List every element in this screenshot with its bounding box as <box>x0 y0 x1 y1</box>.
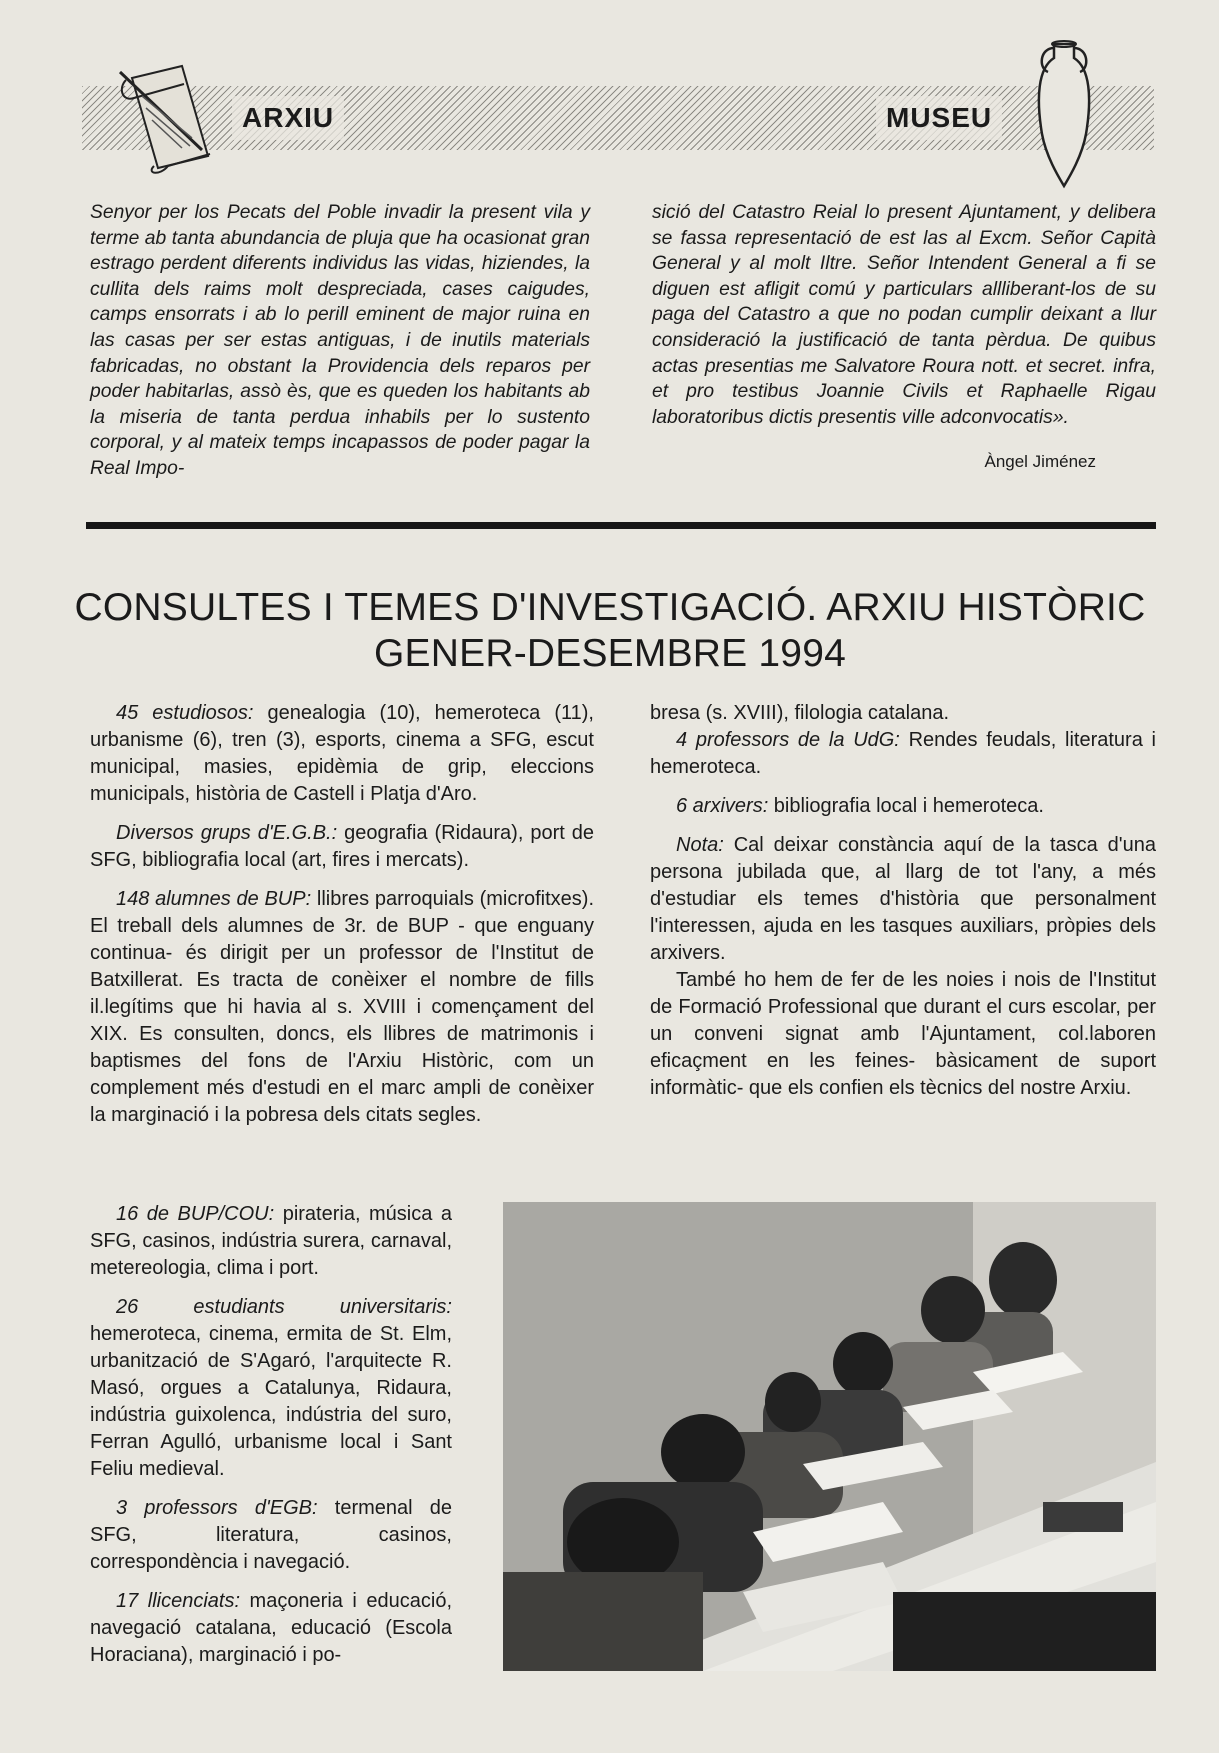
top-article-right-column <box>652 200 1156 430</box>
list-item <box>650 793 1156 820</box>
item-lead: Diversos grups d'E.G.B.: <box>116 822 338 844</box>
item-lead: 16 de BUP/COU: <box>116 1203 275 1225</box>
item-text: llibres parroquials (microfitxes). El treball dels alumnes de 3r. de BUP - que enguany continua- és dirigit per un professor de l'Institut de Batxillerat. Es tracta de conèixer el nombre de fills il.legítims que hi havia al s. XVIII i començament del XIX. Es consulten, doncs, els llibres de matrimonis i baptismes del fons de l'Arxiu Històric, com un complement més d'estudi en el marc ampli de conèixer la marginació i la pobresa dels citats segles. <box>90 888 595 1126</box>
note-paragraph <box>650 832 1156 967</box>
item-lead: 6 arxivers: <box>676 795 769 817</box>
list-item <box>90 1201 452 1282</box>
list-item <box>90 1495 452 1576</box>
top-article-left-column <box>90 200 590 482</box>
item-lead: 45 estudiosos: <box>116 702 254 724</box>
item-text: genealogia (10), hemeroteca (11), urbanisme (6), tren (3), esports, cinema a SFG, escut municipal, masies, epidèmia de grip, eleccions municipals, història de Castell i Platja d'Aro. <box>90 702 594 805</box>
list-item <box>90 700 594 808</box>
left-column-upper <box>90 700 594 1141</box>
list-item <box>650 727 1156 781</box>
item-lead: Nota: <box>676 834 724 856</box>
item-text: maçoneria i educació, navegació catalana, educació (Escola Horaciana), marginació i po- <box>90 1590 452 1666</box>
continuation-text: bresa (s. XVIII), filologia catalana. <box>650 702 950 724</box>
item-lead: 4 professors de la UdG: <box>676 729 900 751</box>
section-divider <box>86 522 1156 529</box>
item-text: bibliografia local i hemeroteca. <box>768 795 1044 817</box>
item-lead: 3 professors d'EGB: <box>116 1497 318 1519</box>
item-lead: 17 llicenciats: <box>116 1590 241 1612</box>
article-author: Àngel Jiménez <box>984 452 1096 471</box>
item-text: pirateria, música a SFG, casinos, indústria surera, carnaval, metereologia, clima i port. <box>90 1203 452 1279</box>
title-line-2: GENER-DESEMBRE 1994 <box>374 632 846 675</box>
item-text: termenal de SFG, literatura, casinos, correspondència i navegació. <box>90 1497 453 1573</box>
top-article-right-text: sició del Catastro Reial lo present Ajuntament, y delibera se fassa representació de est las al Excm. Señor Capità General y al molt Iltre. Señor Intendent General a fi se diguen est afligit comú y particulars allliberant-los de su paga del Catastro a que no podan cumplir deixant a llur consideració la justificació de tanta pèrdua. De quibus actas presentias me Salvatore Roura nott. et secret. infra, et pro testibus Joannie Civils et Raphaelle Rigau laboratoribus dictis presentis ville adconvocatis». <box>652 202 1156 428</box>
item-lead: 26 estudiants universitaris: <box>116 1296 452 1318</box>
list-item <box>90 1294 452 1483</box>
right-column <box>650 700 1156 1114</box>
title-line-1: CONSULTES I TEMES D'INVESTIGACIÓ. ARXIU HISTÒRIC <box>74 586 1146 629</box>
page-title <box>60 585 1160 677</box>
left-column-lower <box>90 1201 452 1681</box>
item-text: hemeroteca, cinema, ermita de St. Elm, urbanització de S'Agaró, l'arquitecte R. Masó, orgues a Catalunya, Ridaura, indústria guixolenca, indústria del suro, Ferran Agulló, urbanisme local i Sant Feliu medieval. <box>90 1323 452 1480</box>
list-item <box>90 886 594 1129</box>
note-paragraph-2 <box>650 967 1156 1102</box>
item-lead: 148 alumnes de BUP: <box>116 888 312 910</box>
scroll-icon <box>112 58 222 174</box>
item-text: Rendes feudals, literatura i hemeroteca. <box>650 729 1156 778</box>
item-text: Cal deixar constància aquí de la tasca d'una persona jubilada que, al llarg de tot l'any, a més d'estudiar els temes d'història que personalment l'interessen, ajuda en les tasques auxiliars, pròpies dels arxivers. <box>650 834 1156 964</box>
item-text: geografia (Ridaura), port de SFG, bibliografia local (art, fires i mercats). <box>90 822 595 871</box>
amphora-icon <box>1030 38 1098 190</box>
list-item <box>90 820 594 874</box>
students-reading-icon <box>503 1202 1156 1671</box>
list-item <box>90 1588 452 1669</box>
section-label-museu: MUSEU <box>876 96 1002 140</box>
top-article-left-text: Senyor per los Pecats del Poble invadir la present vila y terme ab tanta abundancia de pluja que ha ocasionat gran estrago perdent diferents individus las vidas, hiziendes, la cullita dels raims molt despreciada, cases caigudes, camps ensorrats i ab lo perill eminent de major ruina en las casas per ser estas antiguas, i de inutils materials fabricadas, no obstant la Providencia dels reparos per poder habitarlas, assò ès, que es queden los habitants ab la miseria de tanta perdua inhabils per lo sustento corporal, y al mateix temps incapassos de poder pagar la Real Impo- <box>90 202 590 479</box>
section-label-arxiu: ARXIU <box>232 96 344 140</box>
students-photo <box>503 1202 1156 1671</box>
item-text: També ho hem de fer de les noies i nois de l'Institut de Formació Professional que durant el curs escolar, per un conveni signat amb l'Ajuntament, col.laboren eficaçment en les feines- bàsicament de suport informàtic- que els confien els tècnics del nostre Arxiu. <box>650 969 1156 1099</box>
